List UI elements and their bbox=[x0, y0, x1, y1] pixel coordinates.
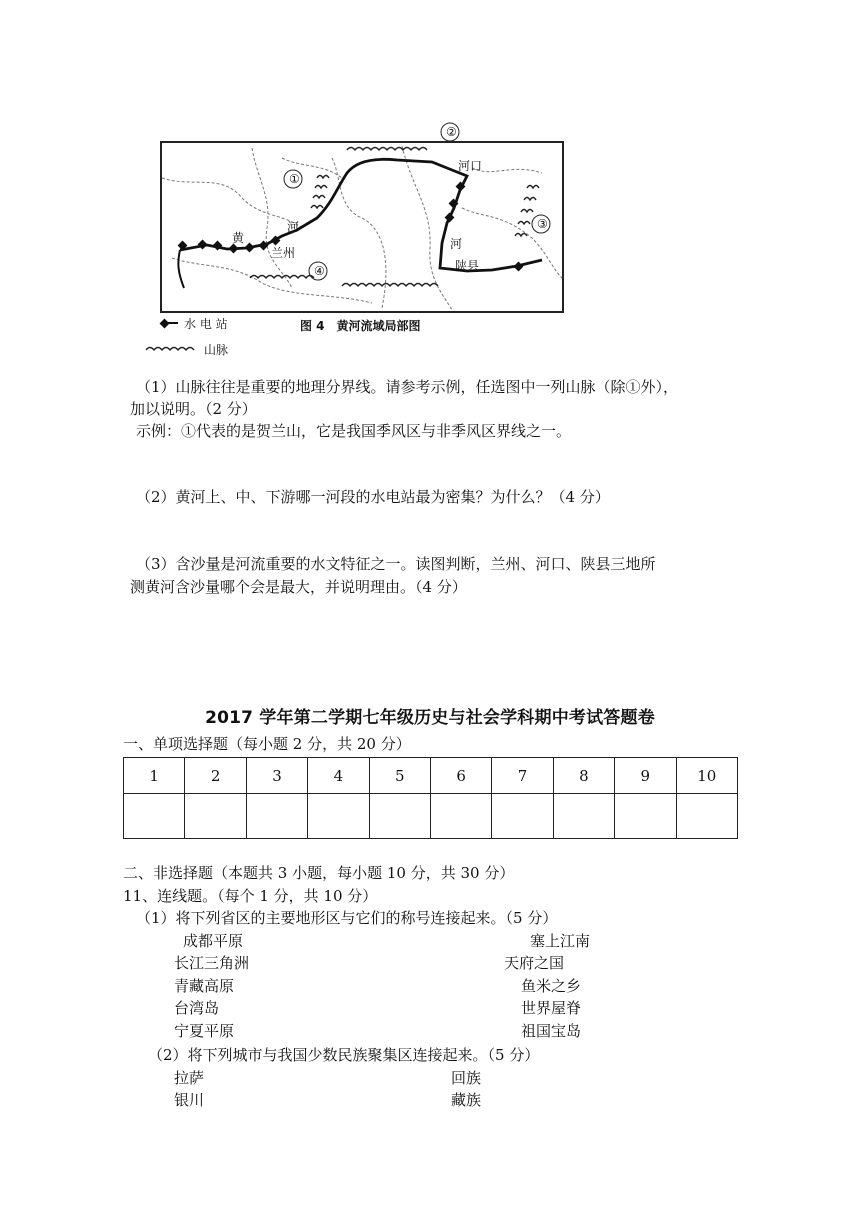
column-header: 6 bbox=[430, 758, 491, 794]
answer-cell[interactable] bbox=[615, 794, 676, 839]
legend-station-label: 水 电 站 bbox=[184, 317, 228, 331]
station-marker bbox=[514, 262, 524, 272]
q2-text: （2）黄河上、中、下游哪一河段的水电站最为密集？为什么？（4 分） bbox=[136, 488, 610, 506]
huang-char: 黄 bbox=[232, 231, 245, 245]
section2-heading: 二、非选择题（本题共 3 小题，每小题 10 分，共 30 分） bbox=[123, 864, 515, 882]
column-header: 3 bbox=[246, 758, 307, 794]
part1-prompt: （1）将下列省区的主要地形区与它们的称号连接起来。（5 分） bbox=[136, 909, 558, 927]
river-upper-branch bbox=[178, 250, 184, 288]
column-header: 9 bbox=[615, 758, 676, 794]
map-caption: 图 4 黄河流域局部图 bbox=[300, 319, 421, 333]
part2-left-item: 拉萨 bbox=[174, 1069, 205, 1087]
part1-right-item: 鱼米之乡 bbox=[521, 977, 582, 995]
q3-line2: 测黄河含沙量哪个会是最大，并说明理由。（4 分） bbox=[130, 578, 467, 596]
province-borders bbox=[162, 146, 562, 310]
mountain-1-helan bbox=[311, 176, 329, 209]
station-marker bbox=[245, 243, 255, 253]
yellow-river-map-figure bbox=[132, 118, 582, 368]
legend-mountain-label: 山脉 bbox=[204, 343, 229, 357]
lanzhou-label: 兰州 bbox=[271, 246, 296, 260]
part1-left-item: 成都平原 bbox=[183, 932, 244, 950]
column-header: 1 bbox=[124, 758, 185, 794]
column-header: 2 bbox=[185, 758, 246, 794]
answer-cell[interactable] bbox=[369, 794, 430, 839]
mountain-4-qinling bbox=[250, 276, 438, 287]
answer-cell[interactable] bbox=[185, 794, 246, 839]
station-marker bbox=[229, 244, 239, 254]
part1-left-item: 台湾岛 bbox=[174, 999, 220, 1017]
column-header: 4 bbox=[308, 758, 369, 794]
answer-table-answer-row bbox=[124, 794, 738, 839]
column-header: 7 bbox=[492, 758, 553, 794]
answer-table bbox=[123, 757, 738, 839]
part2-right-item: 藏族 bbox=[451, 1091, 482, 1109]
answer-cell[interactable] bbox=[492, 794, 553, 839]
mountain-2-yinshan bbox=[347, 148, 427, 151]
answer-cell[interactable] bbox=[308, 794, 369, 839]
part1-left-item: 青藏高原 bbox=[174, 977, 235, 995]
marker-1-label: ① bbox=[289, 172, 300, 186]
part1-right-item: 塞上江南 bbox=[530, 932, 591, 950]
part1-right-item: 世界屋脊 bbox=[521, 999, 582, 1017]
hydro-stations bbox=[178, 182, 524, 272]
part2-right-item: 回族 bbox=[451, 1069, 482, 1087]
marker-2-label: ② bbox=[446, 125, 457, 139]
map-frame bbox=[161, 142, 563, 312]
marker-4-label: ④ bbox=[314, 264, 325, 278]
station-marker bbox=[198, 240, 208, 250]
river-char-right: 河 bbox=[450, 237, 463, 251]
river-char-left: 河 bbox=[287, 220, 300, 234]
answer-cell[interactable] bbox=[553, 794, 614, 839]
part1-right-item: 天府之国 bbox=[504, 954, 565, 972]
column-header: 8 bbox=[553, 758, 614, 794]
answer-cell[interactable] bbox=[124, 794, 185, 839]
answer-table-header-row bbox=[124, 758, 738, 794]
hekou-label: 河口 bbox=[458, 159, 483, 173]
legend-station-icon bbox=[160, 319, 170, 329]
column-header: 10 bbox=[676, 758, 737, 794]
part1-left-item: 长江三角洲 bbox=[174, 954, 250, 972]
part1-right-item: 祖国宝岛 bbox=[521, 1022, 582, 1040]
legend-mountain-icon bbox=[146, 348, 194, 351]
answer-cell[interactable] bbox=[430, 794, 491, 839]
yellow-river-line bbox=[180, 159, 542, 271]
yellow-river-map bbox=[132, 118, 582, 368]
section1-heading: 一、单项选择题（每小题 2 分，共 20 分） bbox=[123, 735, 411, 753]
part2-prompt: （2）将下列城市与我国少数民族聚集区连接起来。（5 分） bbox=[148, 1046, 540, 1064]
shanxian-label: 陕县 bbox=[455, 259, 480, 273]
answer-cell[interactable] bbox=[676, 794, 737, 839]
station-marker bbox=[445, 213, 455, 223]
q1-example: 示例：①代表的是贺兰山，它是我国季风区与非季风区界线之一。 bbox=[136, 422, 572, 440]
q11-heading: 11、连线题。（每个 1 分，共 10 分） bbox=[123, 887, 378, 905]
q1-line1: （1）山脉往往是重要的地理分界线。请参考示例，任选图中一列山脉（除①外）， bbox=[136, 378, 679, 396]
column-header: 5 bbox=[369, 758, 430, 794]
answer-sheet-title: 2017 学年第二学期七年级历史与社会学科期中考试答题卷 bbox=[205, 708, 655, 728]
answer-cell[interactable] bbox=[246, 794, 307, 839]
part2-left-item: 银川 bbox=[174, 1091, 205, 1109]
part1-left-item: 宁夏平原 bbox=[174, 1022, 235, 1040]
q1-line2: 加以说明。（2 分） bbox=[130, 400, 257, 418]
marker-3-label: ③ bbox=[537, 217, 548, 231]
mountain-ranges bbox=[250, 148, 539, 287]
q3-line1: （3）含沙量是河流重要的水文特征之一。读图判断，兰州、河口、陕县三地所 bbox=[136, 555, 656, 573]
